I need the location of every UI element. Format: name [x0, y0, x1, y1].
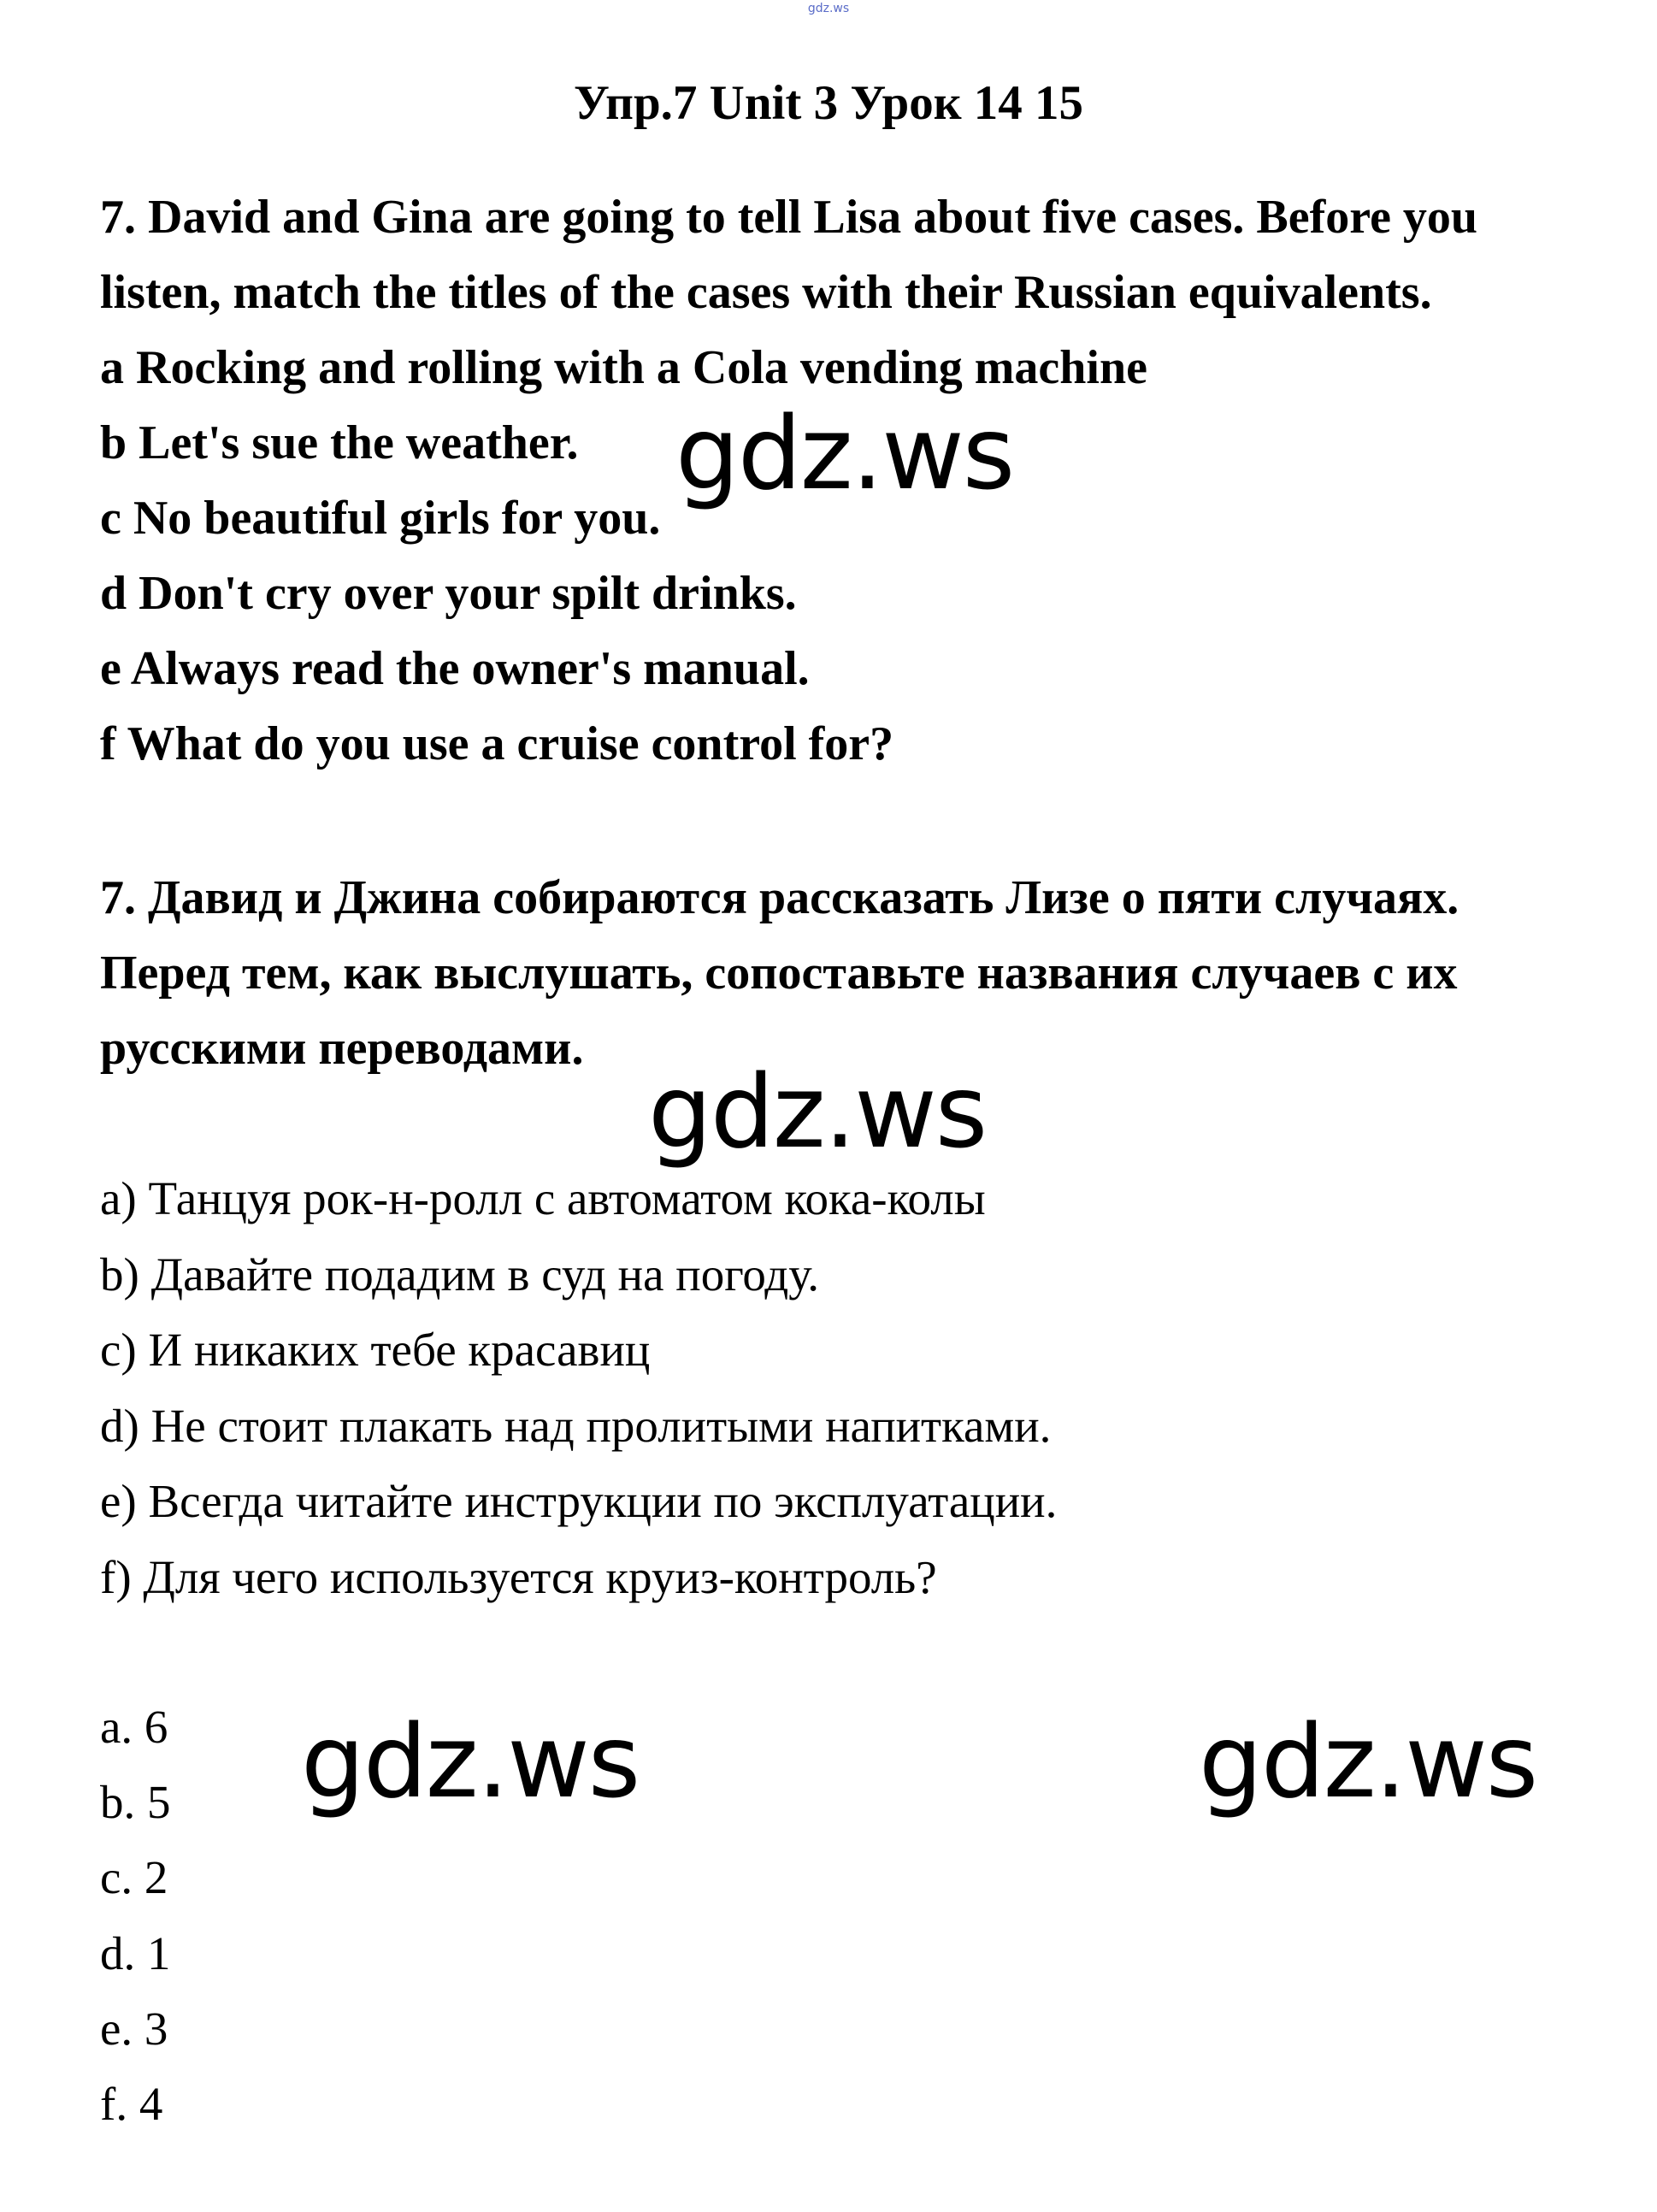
- answer-b: b. 5: [100, 1776, 171, 1829]
- russian-item-a: a) Танцуя рок-н-ролл с автоматом кока-колы: [100, 1172, 986, 1224]
- watermark: gdz.ws: [301, 1702, 640, 1820]
- answer-list: [100, 1690, 171, 2142]
- english-item-e: e Always read the owner's manual.: [100, 642, 810, 695]
- answer-c: c. 2: [100, 1851, 168, 1904]
- english-item-f: f What do you use a cruise control for?: [100, 717, 894, 770]
- watermark: gdz.ws: [675, 394, 1014, 512]
- watermark: gdz.ws: [648, 1053, 987, 1171]
- russian-item-b: b) Давайте подадим в суд на погоду.: [100, 1248, 820, 1301]
- answer-f: f. 4: [100, 2078, 163, 2131]
- answer-e: e. 3: [100, 2002, 168, 2055]
- russian-items: [100, 1161, 1057, 1615]
- russian-item-d: d) Не стоит плакать над пролитыми напитками.: [100, 1399, 1052, 1452]
- answer-a: a. 6: [100, 1701, 168, 1753]
- english-instruction-line: 7. David and Gina are going to tell Lisa about five cases. Before you: [100, 191, 1478, 244]
- russian-instruction-line: 7. Давид и Джина собираются рассказать Лизе о пяти случаях.: [100, 871, 1459, 924]
- page-title: Упр.7 Unit 3 Урок 14 15: [573, 76, 1084, 130]
- watermark: gdz.ws: [1199, 1702, 1537, 1820]
- russian-item-e: e) Всегда читайте инструкции по эксплуатации.: [100, 1475, 1058, 1527]
- header-watermark: gdz.ws: [807, 2, 850, 15]
- english-item-d: d Don't cry over your spilt drinks.: [100, 567, 797, 620]
- russian-item-c: c) И никаких тебе красавиц: [100, 1324, 651, 1376]
- answer-d: d. 1: [100, 1926, 171, 1979]
- russian-instruction-line: русскими переводами.: [100, 1022, 584, 1075]
- english-item-a: a Rocking and rolling with a Cola vending machine: [100, 341, 1147, 394]
- russian-item-f: f) Для чего используется круиз-контроль?: [100, 1550, 937, 1603]
- russian-instruction-line: Перед тем, как выслушать, сопоставьте названия случаев с их: [100, 947, 1458, 1000]
- english-instruction-line: listen, match the titles of the cases with their Russian equivalents.: [100, 266, 1432, 319]
- english-item-c: c No beautiful girls for you.: [100, 492, 661, 545]
- english-item-b: b Let's sue the weather.: [100, 416, 579, 469]
